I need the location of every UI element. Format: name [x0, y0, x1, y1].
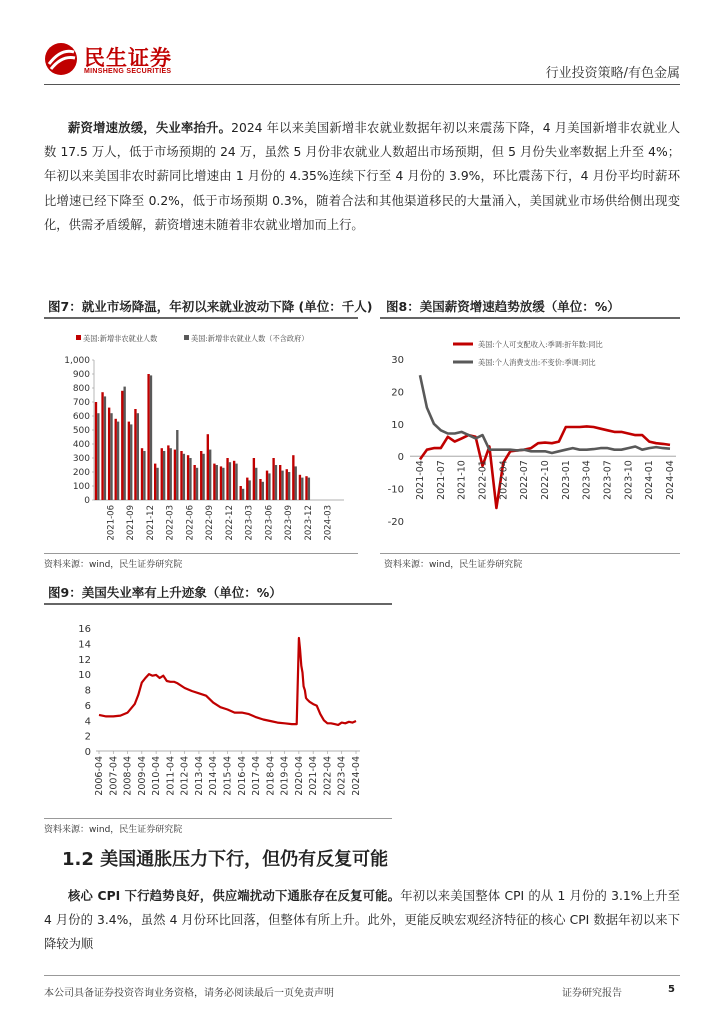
- fig8-x-tick: 2023-10: [623, 460, 635, 500]
- section-title: 1.2 美国通胀压力下行，但仍有反复可能: [62, 849, 389, 870]
- fig7-bar: [137, 413, 139, 500]
- fig8-x-tick: 2022-01: [477, 460, 489, 500]
- fig7-bar: [248, 480, 250, 500]
- fig9-x-tick: 2024-04: [351, 756, 362, 796]
- fig7-x-tick: 2021-12: [145, 505, 156, 541]
- fig7-bar: [272, 458, 274, 500]
- fig9-x-tick: 2019-04: [279, 756, 291, 796]
- fig7-bar: [143, 451, 145, 500]
- fig7-bar: [216, 465, 218, 500]
- fig9-x-tick: 2011-04: [165, 756, 177, 796]
- footer-divider: [44, 975, 680, 976]
- logo-english-name: MINSHENG SECURITIES: [84, 68, 172, 75]
- fig7-x-tick: 2022-12: [224, 505, 235, 541]
- fig7-bar: [202, 454, 204, 500]
- fig9-x-tick: 2018-04: [265, 756, 277, 796]
- fig7-bar: [154, 464, 156, 500]
- fig9-title: 图9：美国失业率有上升迹象（单位：%）: [48, 585, 282, 600]
- fig8-y-tick: -20: [387, 517, 404, 528]
- fig7-bar: [115, 419, 117, 500]
- fig9-y-tick: 0: [84, 747, 91, 758]
- fig7-bar: [167, 445, 169, 500]
- fig9-bottom-rule: [44, 818, 392, 819]
- fig8-legend-label: 美国:个人可支配收入:季调:折年数:同比: [478, 340, 603, 349]
- fig8-x-tick: 2023-04: [581, 460, 593, 500]
- fig7-bar: [235, 464, 237, 500]
- fig9-top-rule: [44, 603, 392, 605]
- fig7-legend-label: 美国:新增非农就业人数（不含政府）: [191, 334, 309, 343]
- header-divider: [44, 84, 680, 85]
- fig8-chart: [380, 322, 680, 552]
- fig8-x-tick: 2022-04: [498, 460, 510, 500]
- fig9-y-tick: 4: [84, 716, 91, 728]
- fig9-x-tick: 2008-04: [122, 756, 134, 796]
- fig7-bar: [295, 466, 297, 500]
- fig7-bar: [150, 375, 152, 500]
- fig7-bar: [209, 450, 211, 500]
- fig8-x-tick: 2023-01: [560, 460, 572, 500]
- fig9-source: 资料来源：wind，民生证券研究院: [44, 825, 183, 835]
- fig7-y-tick: 900: [72, 370, 90, 380]
- fig7-x-tick: 2023-09: [284, 505, 295, 541]
- fig8-y-tick: 10: [391, 419, 404, 431]
- fig7-bar: [233, 461, 235, 500]
- fig7-bar: [183, 454, 185, 500]
- fig7-y-tick: 500: [72, 426, 90, 436]
- fig9-unemployment-line: [99, 638, 356, 725]
- fig9-x-tick: 2009-04: [136, 756, 148, 796]
- fig9-x-tick: 2010-04: [151, 756, 163, 796]
- fig7-bar: [292, 455, 294, 500]
- fig8-x-tick: 2021-04: [415, 460, 426, 500]
- fig7-bar: [200, 451, 202, 500]
- fig7-bar: [207, 434, 209, 500]
- fig7-y-tick: 300: [72, 454, 90, 464]
- fig7-bar: [117, 422, 119, 500]
- fig7-bar: [240, 486, 242, 500]
- fig9-y-tick: 16: [78, 624, 91, 635]
- fig7-bar: [101, 392, 103, 500]
- fig7-title: 图7：就业市场降温，年初以来就业波动下降 (单位：千人): [48, 299, 373, 314]
- fig9-x-tick: 2016-04: [236, 756, 248, 796]
- fig7-bar: [266, 471, 268, 500]
- fig8-y-tick: 0: [397, 452, 404, 464]
- fig8-y-tick: -10: [387, 484, 404, 496]
- minsheng-logo-icon: [44, 42, 78, 76]
- fig7-top-rule: [44, 317, 358, 319]
- fig7-legend-label: 美国:新增非农就业人数: [83, 334, 158, 343]
- fig9-x-tick: 2017-04: [251, 756, 263, 796]
- fig9-x-tick: 2014-04: [208, 756, 220, 796]
- fig8-source: 资料来源：wind，民生证券研究院: [384, 560, 523, 570]
- fig9-x-tick: 2022-04: [322, 756, 334, 796]
- fig7-bar: [134, 409, 136, 500]
- fig7-bar: [104, 396, 106, 500]
- fig7-bar: [308, 478, 310, 500]
- fig7-bar: [156, 468, 158, 500]
- fig7-bottom-rule: [44, 553, 358, 554]
- fig7-y-tick: 100: [72, 482, 90, 492]
- fig7-bar: [268, 473, 270, 500]
- fig7-y-tick: 200: [72, 468, 90, 478]
- fig7-bar: [108, 408, 110, 500]
- logo-chinese-name: 民生证券: [84, 46, 172, 70]
- header-section-label: 行业投资策略/有色金属: [545, 66, 680, 81]
- fig7-bar: [180, 451, 182, 500]
- fig7-bar: [275, 465, 277, 500]
- fig7-y-tick: 700: [72, 398, 90, 408]
- fig7-x-tick: 2021-06: [106, 505, 117, 541]
- fig7-y-tick: 600: [72, 412, 90, 422]
- fig7-bar: [141, 448, 143, 500]
- cpi-paragraph: [44, 884, 680, 957]
- footer-report-type: 证券研究报告: [562, 988, 622, 999]
- fig7-legend-swatch: [76, 335, 81, 340]
- fig7-bar: [279, 465, 281, 500]
- fig9-y-tick: 6: [84, 700, 91, 712]
- fig7-source: 资料来源：wind，民生证券研究院: [44, 560, 183, 570]
- fig8-x-tick: 2022-10: [540, 460, 551, 500]
- fig7-bar: [226, 458, 228, 500]
- fig8-x-tick: 2024-04: [665, 460, 676, 500]
- fig7-y-tick: 400: [72, 440, 90, 450]
- fig7-bar: [170, 448, 172, 500]
- fig7-bar: [110, 413, 112, 500]
- fig7-x-tick: 2023-03: [244, 505, 255, 541]
- fig7-bar: [262, 482, 264, 500]
- fig8-x-tick: 2022-07: [519, 460, 531, 500]
- fig7-bar: [281, 471, 283, 500]
- fig9-x-tick: 2021-04: [308, 756, 320, 796]
- fig8-top-rule: [380, 317, 680, 319]
- fig7-bar: [163, 451, 165, 500]
- fig7-x-tick: 2023-06: [264, 505, 275, 541]
- fig9-x-tick: 2006-04: [94, 756, 105, 796]
- fig7-bar: [128, 422, 130, 500]
- fig9-y-tick: 12: [78, 654, 91, 666]
- fig7-bar: [187, 455, 189, 500]
- fig7-bar: [176, 430, 178, 500]
- fig7-bar: [174, 450, 176, 500]
- fig7-bar: [286, 469, 288, 500]
- fig9-x-tick: 2012-04: [179, 756, 191, 796]
- cpi-lead: 核心 CPI 下行趋势良好，供应端扰动下通胀存在反复可能。: [68, 889, 401, 903]
- fig8-x-tick: 2024-01: [644, 460, 656, 500]
- fig7-bar: [130, 424, 132, 500]
- fig9-x-tick: 2015-04: [222, 756, 234, 796]
- fig9-x-tick: 2023-04: [336, 756, 348, 796]
- fig7-y-tick: 800: [72, 384, 90, 394]
- fig7-bar: [95, 402, 97, 500]
- fig7-bar: [299, 475, 301, 500]
- fig7-bar: [305, 476, 307, 500]
- fig7-bar: [147, 374, 149, 500]
- fig9-y-tick: 8: [84, 685, 91, 697]
- fig7-bar: [288, 472, 290, 500]
- fig9-x-tick: 2007-04: [108, 756, 120, 796]
- fig7-bar: [222, 468, 224, 500]
- fig7-bar: [121, 391, 123, 500]
- fig9-y-tick: 10: [78, 670, 91, 682]
- fig7-bar: [213, 464, 215, 500]
- fig8-title: 图8：美国薪资增速趋势放缓（单位：%）: [386, 299, 620, 314]
- fig8-y-tick: 20: [391, 387, 404, 399]
- fig7-bar: [301, 478, 303, 500]
- fig7-bar: [220, 466, 222, 500]
- fig7-x-tick: 2021-09: [126, 505, 137, 541]
- fig8-y-tick: 30: [391, 355, 404, 366]
- fig7-bar: [242, 489, 244, 500]
- fig7-bar: [161, 448, 163, 500]
- fig7-bar: [255, 468, 257, 500]
- page-number: 5: [668, 984, 675, 995]
- fig7-x-tick: 2022-03: [165, 505, 176, 541]
- fig7-x-tick: 2023-12: [303, 505, 314, 541]
- fig7-y-tick: 0: [84, 496, 90, 506]
- fig7-bar: [253, 458, 255, 500]
- fig7-x-tick: 2024-03: [323, 505, 334, 541]
- cpi-body: 年初以来美国整体 CPI 的从 1 月份的 3.1%上升至 4 月份的 3.4%，虽然 4 月份环比回落，但整体有所上升。此外，更能反映宏观经济特征的核心 CPI 数据年初以来下降较为顺: [44, 889, 680, 952]
- fig7-x-tick: 2022-09: [205, 505, 216, 541]
- fig7-bar: [196, 468, 198, 500]
- fig7-bar: [97, 413, 99, 500]
- intro-paragraph: [44, 116, 680, 237]
- fig9-y-tick: 2: [84, 731, 91, 743]
- fig9-x-tick: 2013-04: [193, 756, 205, 796]
- fig8-x-tick: 2021-07: [435, 460, 447, 500]
- fig8-x-tick: 2021-10: [456, 460, 468, 500]
- fig7-chart: [44, 322, 358, 552]
- fig9-y-tick: 14: [78, 639, 91, 651]
- intro-lead: 薪资增速放缓，失业率抬升。: [68, 121, 232, 135]
- intro-body: 2024 年以来美国新增非农就业数据年初以来震荡下降，4 月美国新增非农就业人数 17.5 万人，低于市场预期的 24 万，虽然 5 月份非农就业人数超出市场预期，但 5 月份失业率数据上升至 4%；年初以来美国非农时薪同比增速由 1 月份的 4.35%连续下行至 4 月份的 3.9%，环比震荡下行，4 月份平均时薪环比增速已经下降至 0.2%，低于市场预期 0.3%，随着合法和其他渠道移民的大量涌入，美国就业市场供给侧出现变化，供需矛盾缓解，薪资增速未随着非农就业增加而上行。: [44, 121, 680, 232]
- fig8-x-tick: 2023-07: [602, 460, 614, 500]
- footer-disclaimer: 本公司具备证券投资咨询业务资格，请务必阅读最后一页免责声明: [44, 988, 334, 999]
- fig7-bar: [193, 465, 195, 500]
- fig9-x-tick: 2020-04: [293, 756, 305, 796]
- fig7-y-tick: 1,000: [64, 356, 90, 366]
- fig7-legend-swatch: [184, 335, 189, 340]
- fig9-chart: [44, 608, 392, 818]
- fig8-bottom-rule: [380, 553, 680, 554]
- fig7-x-tick: 2022-06: [185, 505, 196, 541]
- fig7-bar: [246, 478, 248, 500]
- fig7-bar: [259, 479, 261, 500]
- fig7-bar: [123, 387, 125, 500]
- fig7-bar: [229, 462, 231, 500]
- fig7-bar: [189, 458, 191, 500]
- fig8-legend-label: 美国:个人消费支出:不变价:季调:同比: [478, 358, 596, 367]
